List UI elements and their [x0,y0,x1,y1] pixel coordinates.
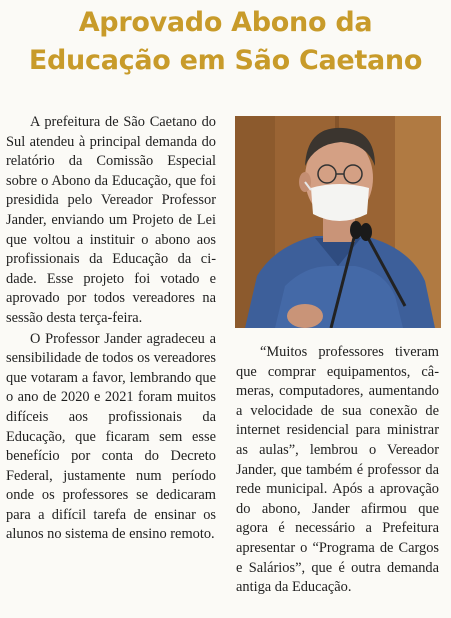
speaker-illustration [235,116,441,328]
paragraph-1: A prefeitura de São Caetano do Sul atendeu à principal demanda do relatório da Comissão Especial sobre o Abono da Educação, que foi presidida pelo Vereador Professor Jander, enviando um Projeto de Lei que voltou a instituir o abono aos profissionais da Educação da cidade. Esse projeto foi votado e aprovado por todos vereadores na sessão desta terça-feira. [6,114,216,326]
headline-line-2: Educação em São Caetano [28,45,423,76]
article-column-right [236,343,439,598]
headline [0,4,451,80]
headline-line-1: Aprovado Abono da [78,7,373,38]
paragraph-3: “Muitos professores tiveram que comprar equipamentos, câmeras, computadores, aumentando a velocidade de sua conexão de internet residencial para ministrar as aulas”, lembrou o Vereador Jander, que também é professor da rede municipal. Após a aprovação do abono, Jander afirmou que agora é necessário a Prefeitura apresentar o “Programa de Cargos e Salários”, que é outra demanda antiga da Educação. [236,344,439,596]
speaker-photo [235,116,441,328]
paragraph-2: O Professor Jander agradeceu a sensibilidade de todos os vereadores que votaram a favor, lembrando que o ano de 2020 e 2021 foram muitos difíceis aos profissionais da Educação, que ficaram sem esse benefício por conta do Decreto Federal, justamente num período onde os professores se dedicaram para a difícil tarefa de ensinar os alunos no sistema de ensino remoto. [6,330,216,543]
article-column-left [6,113,216,545]
